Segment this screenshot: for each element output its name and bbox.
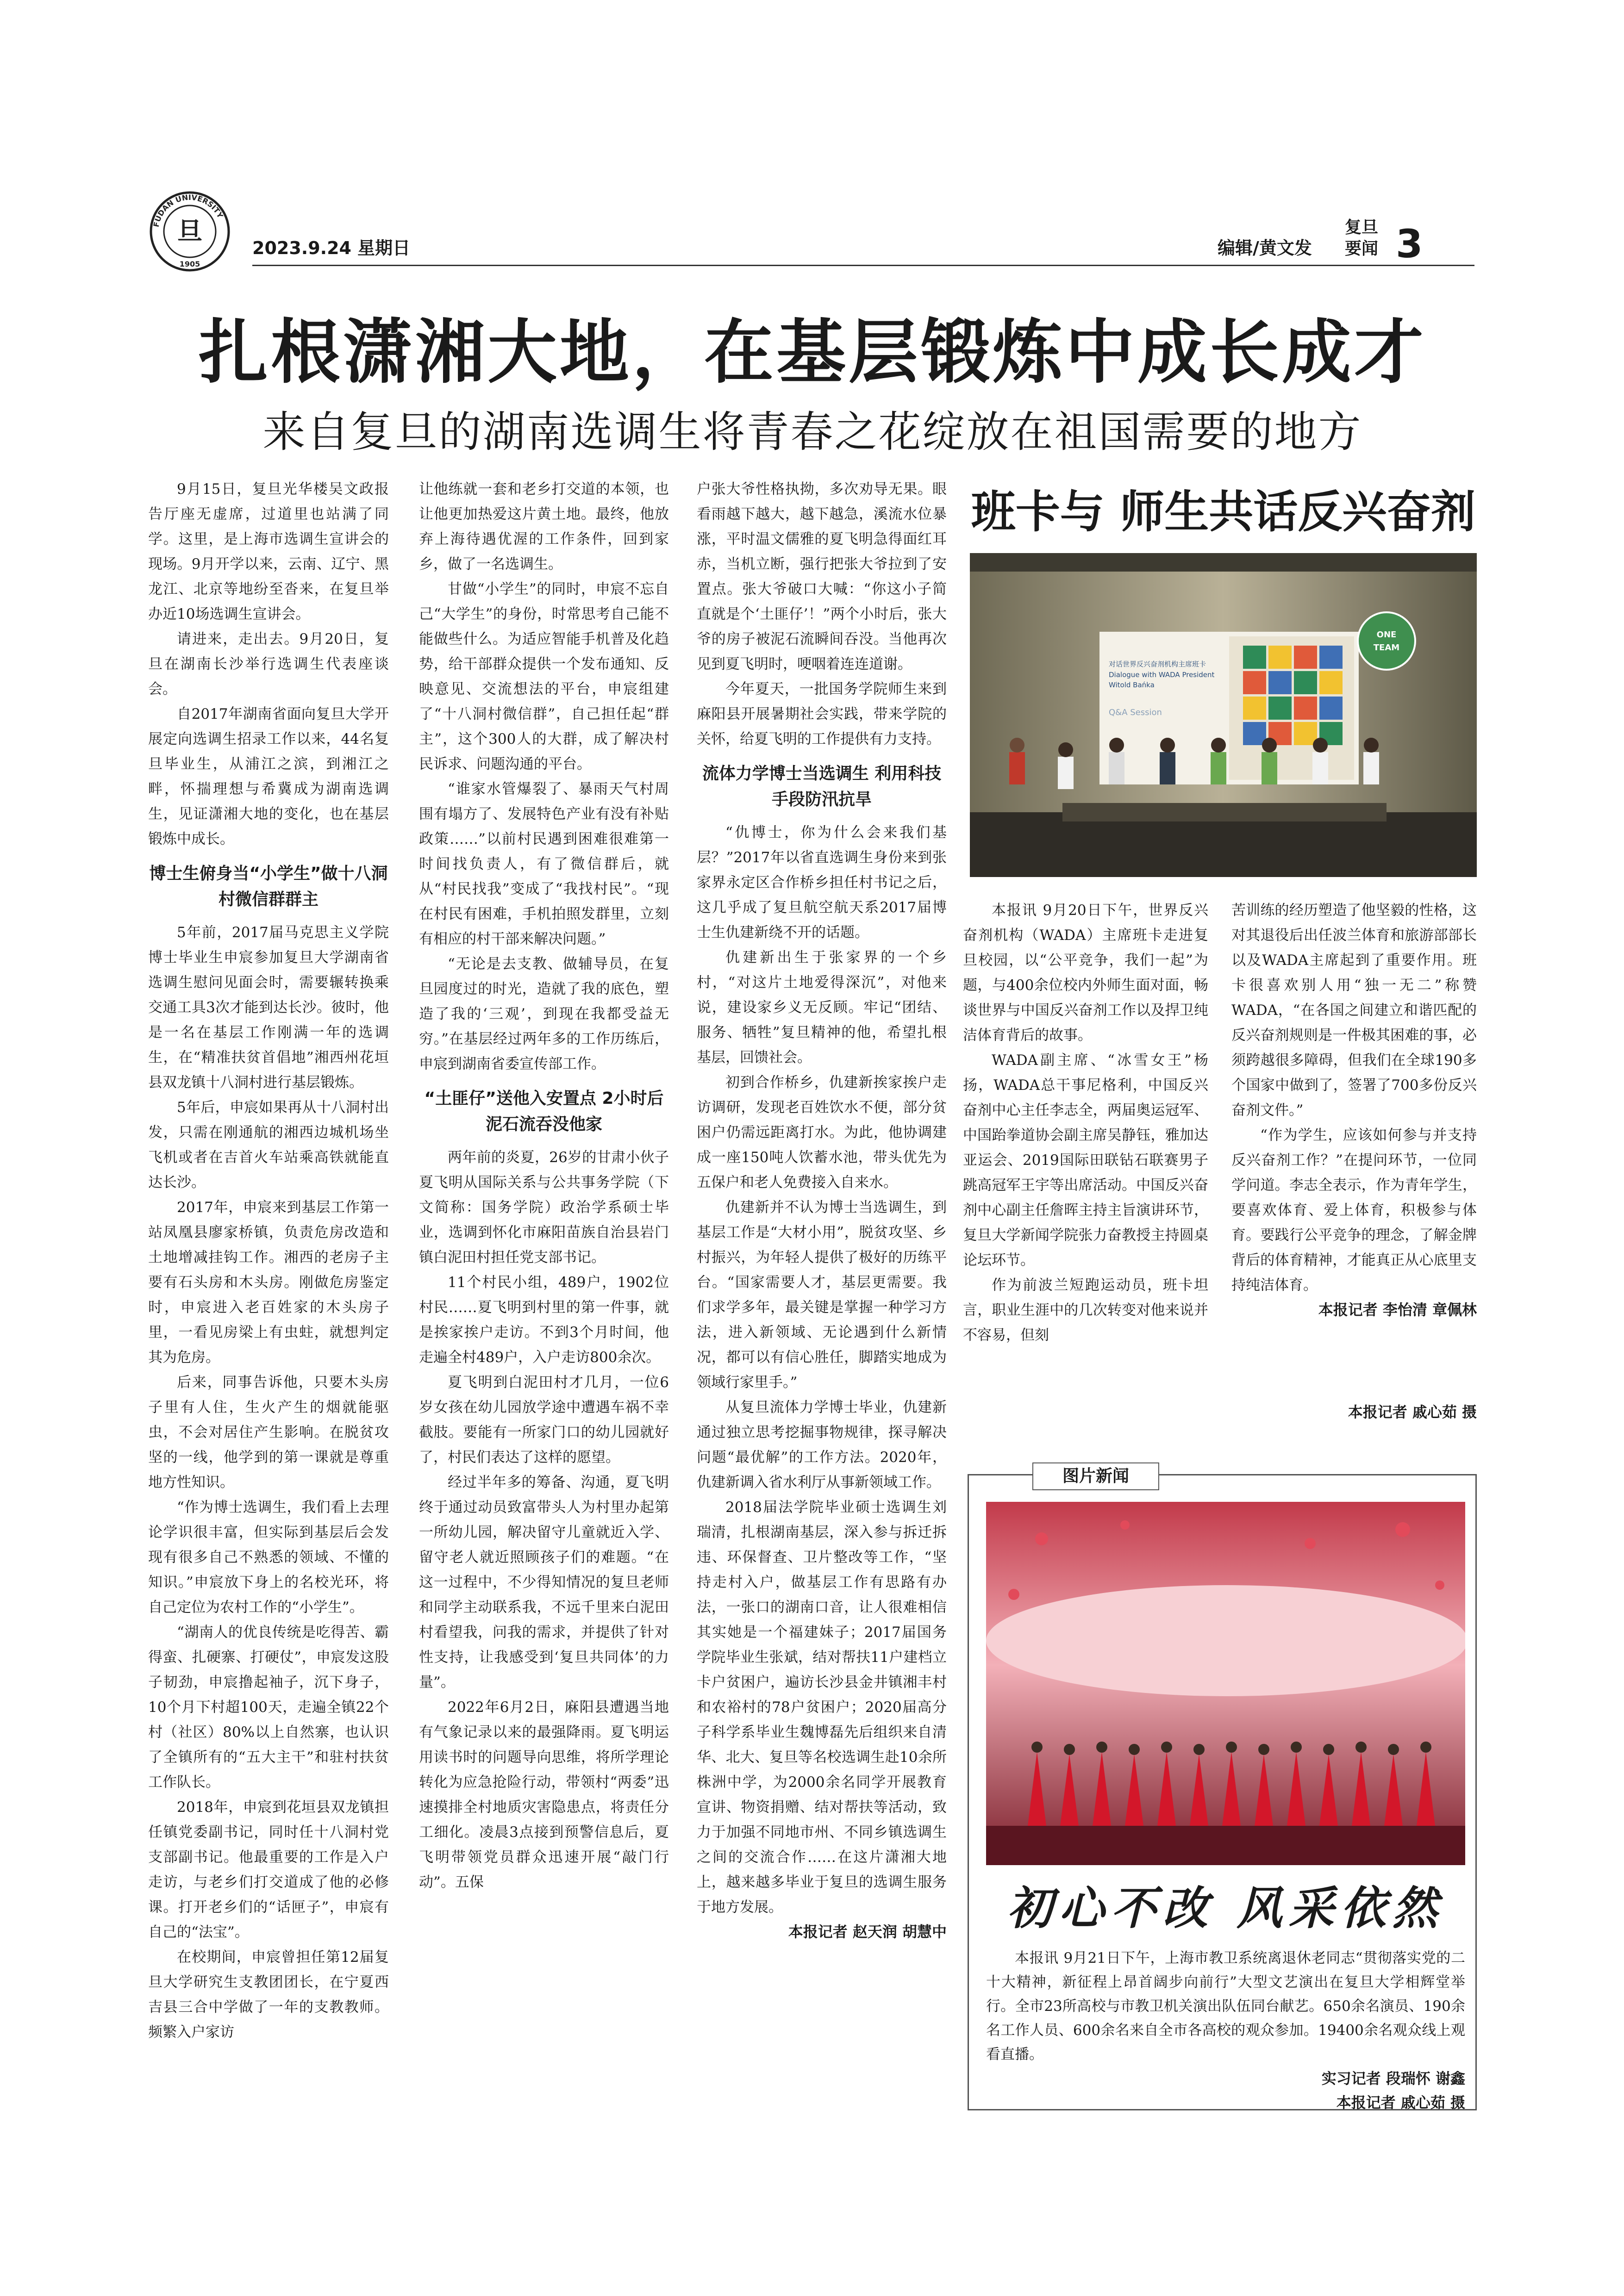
reporter-byline: 本报记者 赵天润 胡慧中 <box>788 1923 947 1941</box>
picture-news-title: 初心不改 风采依然 <box>1007 1882 1444 1935</box>
section-subtitle: “土匪仔”送他入安置点 2小时后泥石流吞没他家 <box>424 1089 664 1134</box>
paragraph: 5年后，申宸如果再从十八洞村出发，只需在刚通航的湘西边城机场坐飞机或者在吉首火车站乘高铁就能直达长沙。 <box>148 1099 389 1191</box>
reporter-byline: 本报记者 李怡清 章佩林 <box>1318 1301 1477 1319</box>
paragraph: 本报讯 9月20日下午，世界反兴奋剂机构（WADA）主席班卡走进复旦校园，以“公平竞争，我们一起”为题，与400余位校内外师生面对面，畅谈世界与中国反兴奋剂工作以及捍卫纯洁体育背后的故事。 <box>963 902 1208 1044</box>
forum-photo <box>970 553 1477 877</box>
paragraph: “作为学生，应该如何参与并支持反兴奋剂工作？”在提问环节，一位同学问道。李志全表示，作为青年学生，要喜欢体育、爱上体育，积极参与体育。要践行公平竞争的理念，了解金牌背后的体育精神，才能真正从心底里支持纯洁体育。 <box>1231 1127 1477 1294</box>
paragraph: 2022年6月2日，麻阳县遭遇当地有气象记录以来的最强降雨。夏飞明运用读书时的问题导向思维，将所学理论转化为应急抢险行动，带领村“两委”迅速摸排全村地质灾害隐患点，将责任分工细化。凌晨3点接到预警信息后，夏飞明带领党员群众迅速开展“敲门行动”。五保 <box>419 1699 669 1891</box>
paragraph: 2018年，申宸到花垣县双龙镇担任镇党委副书记，同时任十八洞村党支部副书记。他最重要的工作是入户走访，与老乡们打交道成了他的必修课。打开老乡们的“话匣子”，申宸有自己的“法宝”。 <box>148 1799 389 1941</box>
paragraph: 9月15日，复旦光华楼吴文政报告厅座无虚席，过道里也站满了同学。这里，是上海市选调生宣讲会的现场。9月开学以来，云南、辽宁、黑龙江、北京等地纷至沓来，在复旦举办近10场选调生宣讲会。 <box>148 481 389 622</box>
badge-one: ONE <box>1376 630 1397 640</box>
badge-team: TEAM <box>1373 643 1400 653</box>
picture-news-tag: 图片新闻 <box>1032 1462 1159 1490</box>
article-column-2 <box>419 477 669 1895</box>
paragraph: 自2017年湖南省面向复旦大学开展定向选调生招录工作以来，44名复旦毕业生，从浦江之滨，到湘江之畔，怀揣理想与希冀成为湖南选调生，见证潇湘大地的变化，也在基层锻炼中成长。 <box>148 706 389 847</box>
editor-credit: 编辑/黄文发 <box>1218 238 1312 258</box>
svg-text:FUDAN UNIVERSITY: FUDAN UNIVERSITY <box>151 193 225 228</box>
paragraph: 在校期间，申宸曾担任第12届复旦大学研究生支教团团长，在宁夏西吉县三合中学做了一年的支教教师。频繁入户家访 <box>148 1949 389 2041</box>
paragraph: WADA副主席、“冰雪女王”杨扬，WADA总干事尼格利，中国反兴奋剂中心主任李志全，两届奥运冠军、中国跆拳道协会副主席吴静钰，雅加达亚运会、2019国际田联钻石联赛男子跳高冠军王宇等出席活动。中国反兴奋剂中心副主任詹晖主持主旨演讲环节，复旦大学新闻学院张力奋教授主持圆桌论坛环节。 <box>963 1052 1208 1269</box>
photographer-byline: 本报记者 戚心茹 摄 <box>1336 2094 1465 2111</box>
paragraph: “谁家水管爆裂了、暴雨天气村周围有塌方了、发展特色产业有没有补贴政策……”以前村民遇到困难很难第一时间找负责人，有了微信群后，就从“村民找我”变成了“我找村民”。“现在村民有困难，手机拍照发群里，立刻有相应的村干部来解决问题。” <box>419 781 669 947</box>
screen-qa: Q&A Session <box>1109 708 1162 717</box>
paragraph: “湖南人的优良传统是吃得苦、霸得蛮、扎硬寨、打硬仗”，申宸发这股子韧劲，申宸撸起袖子，沉下身子，10个月下村超100天，走遍全镇22个村（社区）80%以上自然寨，也认识了全镇所有的“五大主干”和驻村扶贫工作队长。 <box>148 1624 389 1791</box>
screen-title-en: Dialogue with WADA President <box>1109 671 1215 679</box>
article-column-3 <box>697 477 947 1944</box>
paragraph: 经过半年多的筹备、沟通，夏飞明终于通过动员致富带头人为村里办起第一所幼儿园，解决留守儿童就近入学、留守老人就近照顾孩子们的难题。“在这一过程中，不少得知情况的复旦老师和同学主动联系我，不远千里来白泥田村看望我，问我的需求，并提供了针对性支持，让我感受到‘复旦共同体’的力量”。 <box>419 1474 669 1691</box>
fudan-university-seal <box>148 190 231 273</box>
article-column-1 <box>148 477 389 2045</box>
paragraph: 2017年，申宸来到基层工作第一站凤凰县廖家桥镇，负责危房改造和土地增减挂钩工作。湘西的老房子主要有石头房和木头房。刚做危房鉴定时，申宸进入老百姓家的木头房子里，一看见房梁上有虫蛀，就想判定其为危房。 <box>148 1199 389 1366</box>
paragraph: 2018届法学院毕业硕士选调生刘瑞清，扎根湖南基层，深入参与拆迁拆违、环保督查、卫片整改等工作，“坚持走村入户，做基层工作有思路有办法，一张口的湖南口音，让人很难相信其实她是一个福建妹子；2017届国务学院毕业生张斌，结对帮扶11户建档立卡户贫困户，遍访长沙县金井镇湘丰村和农裕村的78户贫困户；2020届高分子科学系毕业生魏博磊先后组织来自清华、北大、复旦等名校选调生赴10余所株洲中学，为2000余名同学开展教育宣讲、物资捐赠、结对帮扶等活动，致力于加强不同地市州、不同乡镇选调生之间的交流合作……在这片潇湘大地上，越来越多毕业于复旦的选调生服务于地方发展。 <box>697 1499 947 1916</box>
svg-text:1905: 1905 <box>179 260 200 268</box>
paragraph: 从复旦流体力学博士毕业，仇建新通过独立思考挖掘事物规律，探寻解决问题“最优解”的工作方法。2020年，仇建新调入省水利厅从事新领域工作。 <box>697 1399 947 1491</box>
paragraph: 5年前，2017届马克思主义学院博士毕业生申宸参加复旦大学湖南省选调生慰问见面会时，需要辗转换乘交通工具3次才能到达长沙。彼时，他是一名在基层工作刚满一年的选调生，在“精准扶贫首倡地”湘西州花垣县双龙镇十八洞村进行基层锻炼。 <box>148 924 389 1091</box>
paragraph: 初到合作桥乡，仇建新挨家挨户走访调研，发现老百姓饮水不便，部分贫困户仍需远距离打水。为此，他协调建成一座150吨人饮蓄水池，带头优先为五保户和老人免费接入自来水。 <box>697 1074 947 1191</box>
main-headline: 扎根潇湘大地，在基层锻炼中成长成才 <box>198 312 1426 393</box>
second-story-column-2 <box>1231 898 1477 1322</box>
paragraph: 仇建新并不认为博士当选调生，到基层工作是“大材小用”，脱贫攻坚、乡村振兴，为年轻人提供了极好的历练平台。“国家需要人才，基层更需要。我们求学多年，最关键是掌握一种学习方法，进入新领域、无论遇到什么新情况，都可以有信心胜任，脚踏实地成为领域行家里手。” <box>697 1199 947 1391</box>
section-subtitle: 博士生俯身当“小学生”做十八洞村微信群群主 <box>149 864 388 909</box>
paragraph: 本报讯 9月21日下午，上海市教卫系统离退休老同志“贯彻落实党的二十大精神，新征程上昂首阔步向前行”大型文艺演出在复旦大学相辉堂举行。全市23所高校与市教卫机关演出队伍同台献艺。650余名演员、190余名工作人员、600余名来自全市各高校的观众参加。19400余名观众线上观看直播。 <box>986 1950 1465 2063</box>
paragraph: 后来，同事告诉他，只要木头房子里有人住，生火产生的烟就能驱虫，不会对居住产生影响。在脱贫攻坚的一线，他学到的第一课就是尊重地方性知识。 <box>148 1374 389 1491</box>
paragraph: 户张大爷性格执拗，多次劝导无果。眼看雨越下越大，越下越急，溪流水位暴涨，平时温文儒雅的夏飞明急得面红耳赤，当机立断，强行把张大爷拉到了安置点。张大爷破口大喊：“你这小子简直就是个‘土匪仔’！”两个小时后，张大爷的房子被泥石流瞬间吞没。当他再次见到夏飞明时，哽咽着连连道谢。 <box>697 481 947 672</box>
paragraph: “作为博士选调生，我们看上去理论学识很丰富，但实际到基层后会发现有很多自己不熟悉的领域、不懂的知识。”申宸放下身上的名校光环，将自己定位为农村工作的“小学生”。 <box>148 1499 389 1616</box>
section-name-line1: 复旦 <box>1345 218 1379 237</box>
issue-date: 2023.9.24 星期日 <box>252 238 411 258</box>
paragraph: 甘做“小学生”的同时，申宸不忘自己“大学生”的身份，时常思考自己能不能做些什么。为适应智能手机普及化趋势，给干部群众提供一个发布通知、反映意见、交流想法的平台，申宸组建了“十八洞村微信群”，自己担任起“群主”，这个300人的大群，成了解决村民诉求、问题沟通的平台。 <box>419 581 669 772</box>
second-story-column-1 <box>963 898 1208 1348</box>
screen-title-name: Witold Bańka <box>1109 681 1155 689</box>
paragraph: 夏飞明到白泥田村才几月，一位6岁女孩在幼儿园放学途中遭遇车祸不幸截肢。要能有一所家门口的幼儿园就好了，村民们表达了这样的愿望。 <box>419 1374 669 1466</box>
paragraph: “无论是去支教、做辅导员，在复旦园度过的时光，造就了我的底色，塑造了我的‘三观’，到现在我都受益无穷。”在基层经过两年多的工作历练后，申宸到湖南省委宣传部工作。 <box>419 956 669 1072</box>
main-subheadline: 来自复旦的湖南选调生将青春之花绽放在祖国需要的地方 <box>262 407 1362 457</box>
screen-title-cn: 对话世界反兴奋剂机构主席班卡 <box>1109 660 1206 668</box>
paragraph: 11个村民小组，489户，1902位村民……夏飞明到村里的第一件事，就是挨家挨户走访。不到3个月时间，他走遍全村489户，入户走访800余次。 <box>419 1274 669 1366</box>
paragraph: 苦训练的经历塑造了他坚毅的性格，这对其退役后出任波兰体育和旅游部部长以及WADA主席起到了重要作用。班卡很喜欢别人用“独一无二”称赞WADA，“在各国之间建立和谐匹配的反兴奋剂规则是一件极其困难的事，必须跨越很多障碍，但我们在全球190多个国家中做到了，签署了700多份反兴奋剂文件。” <box>1231 902 1477 1119</box>
svg-text:旦: 旦 <box>177 216 202 246</box>
section-name-line2: 要闻 <box>1345 239 1379 258</box>
performance-photo <box>986 1502 1465 1865</box>
paragraph: 让他练就一套和老乡打交道的本领，也让他更加热爱这片黄土地。最终，他放弃上海待遇优渥的工作条件，回到家乡，做了一名选调生。 <box>419 481 669 572</box>
section-name <box>1345 217 1378 259</box>
section-subtitle: 流体力学博士当选调生 利用科技手段防汛抗旱 <box>702 764 942 809</box>
second-story-headline: 班卡与 师生共话反兴奋剂 <box>971 486 1476 538</box>
paragraph: 仇建新出生于张家界的一个乡村，“对这片土地爱得深沉”，对他来说，建设家乡义无反顾。牢记“团结、服务、牺牲”复旦精神的他，希望扎根基层，回馈社会。 <box>697 949 947 1066</box>
paragraph: 作为前波兰短跑运动员，班卡坦言，职业生涯中的几次转变对他来说并不容易，但刻 <box>963 1277 1208 1344</box>
paragraph: 两年前的炎夏，26岁的甘肃小伙子夏飞明从国际关系与公共事务学院（下文简称：国务学院）政治学系硕士毕业，选调到怀化市麻阳苗族自治县岩门镇白泥田村担任党支部书记。 <box>419 1149 669 1266</box>
photographer-byline: 本报记者 戚心茹 摄 <box>1348 1403 1477 1421</box>
page-number: 3 <box>1396 221 1423 267</box>
reporter-byline: 实习记者 段瑞怀 谢鑫 <box>1321 2070 1465 2087</box>
paragraph: “仇博士，你为什么会来我们基层？”2017年以省直选调生身份来到张家界永定区合作桥乡担任村书记之后，这几乎成了复旦航空航天系2017届博士生仇建新绕不开的话题。 <box>697 824 947 941</box>
masthead-rule <box>252 265 1474 266</box>
paragraph: 今年夏天，一批国务学院师生来到麻阳县开展暑期社会实践，带来学院的关怀，给夏飞明的工作提供有力支持。 <box>697 681 947 747</box>
paragraph: 请进来，走出去。9月20日，复旦在湖南长沙举行选调生代表座谈会。 <box>148 631 389 697</box>
picture-news-body <box>986 1946 1465 2115</box>
